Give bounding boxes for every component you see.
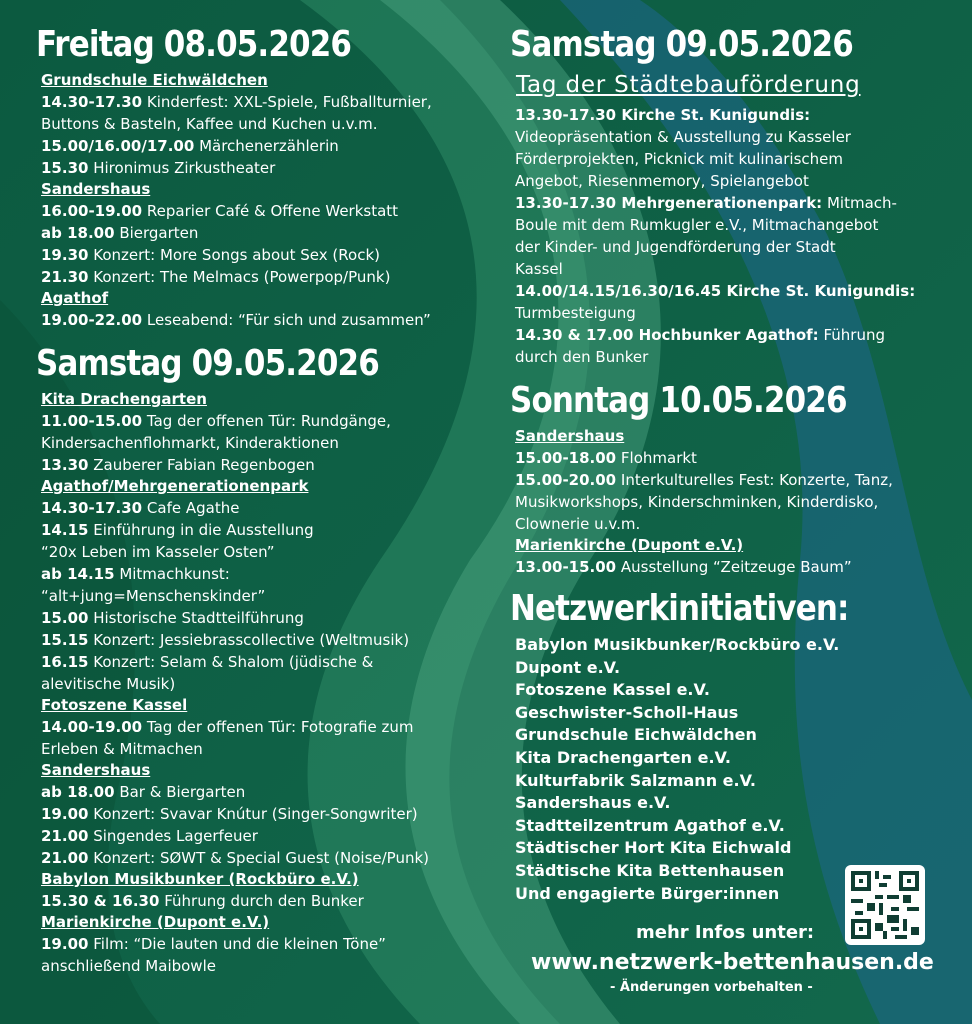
entry-time: 14.15	[41, 521, 89, 539]
entry-text: Kinderfest: XXL-Spiele, Fußballturnier, Buttons & Basteln, Kaffee und Kuchen u.v.m.	[41, 93, 432, 133]
entry-time: ab 18.00	[41, 224, 115, 242]
schedule-entry	[515, 280, 940, 324]
entry-time: 21.00	[41, 849, 89, 867]
website-link[interactable]: www.netzwerk-bettenhausen.de	[531, 950, 934, 975]
schedule-entry	[41, 309, 476, 331]
entry-text: Konzert: More Songs about Sex (Rock)	[93, 246, 380, 264]
entry-time: 14.30-17.30	[41, 93, 143, 111]
entry-time: 15.30	[41, 159, 89, 177]
day-heading: Sonntag 10.05.2026	[510, 380, 847, 421]
qr-code-icon[interactable]	[845, 865, 925, 945]
entry-text: Film: “Die lauten und die kleinen Töne” anschließend Maibowle	[41, 935, 386, 975]
entry-text: Interkulturelles Fest: Konzerte, Tanz, Musikworkshops, Kinderschminken, Kinderdisko, Clownerie u.v.m.	[515, 471, 893, 533]
venue-heading: Marienkirche (Dupont e.V.)	[41, 913, 270, 931]
network-item: Grundschule Eichwäldchen	[515, 725, 757, 745]
venue-heading: Sandershaus	[41, 761, 151, 779]
entry-text: Konzert: SØWT & Special Guest (Noise/Punk)	[93, 849, 430, 867]
entry-time: 14.30-17.30	[41, 499, 143, 517]
entry-text: Bar & Biergarten	[119, 783, 246, 801]
qr-code-icon-graphic	[851, 871, 919, 939]
entry-time: 13.30-17.30 Mehrgenerationenpark:	[515, 194, 823, 212]
schedule-entry	[41, 781, 476, 803]
entry-text: Führung durch den Bunker	[164, 892, 364, 910]
entry-time: 13.30-17.30 Kirche St. Kunigundis:	[515, 106, 811, 124]
entry-time: ab 18.00	[41, 783, 115, 801]
schedule-entry	[41, 454, 476, 476]
entry-text: Mitmachkunst: “alt+jung=Menschenskinder”	[41, 565, 266, 605]
venue-heading: Babylon Musikbunker (Rockbüro e.V.)	[41, 870, 359, 888]
venue-heading: Sandershaus	[41, 180, 151, 198]
schedule-entry	[41, 200, 476, 222]
entry-time: 21.30	[41, 268, 89, 286]
entry-text: Konzert: Svavar Knútur (Singer-Songwriter)	[93, 805, 418, 823]
network-item: Kita Drachengarten e.V.	[515, 747, 731, 767]
entry-text: Flohmarkt	[620, 449, 697, 467]
entry-text: Zauberer Fabian Regenbogen	[93, 456, 315, 474]
schedule-entry	[41, 890, 476, 912]
day-heading: Samstag 09.05.2026	[36, 343, 379, 384]
left-column	[36, 22, 476, 977]
network-item: Städtische Kita Bettenhausen	[515, 860, 785, 880]
schedule-entry	[41, 91, 476, 135]
event-subtitle: Tag der Städtebauförderung	[516, 72, 861, 98]
schedule-entry	[41, 716, 476, 760]
entry-time: 19.30	[41, 246, 89, 264]
network-item: Fotoszene Kassel e.V.	[515, 680, 710, 700]
entry-text: Märchenerzählerin	[199, 137, 339, 155]
schedule-entry	[41, 497, 476, 519]
venue-heading: Fotoszene Kassel	[41, 696, 188, 714]
schedule-entry	[41, 629, 476, 651]
network-item: Dupont e.V.	[515, 657, 621, 677]
venue-heading: Sandershaus	[515, 427, 625, 445]
schedule-entry	[515, 192, 940, 280]
schedule-entry	[41, 135, 476, 157]
entry-time: 15.15	[41, 631, 89, 649]
schedule-entry	[515, 469, 940, 535]
entry-text: Ausstellung “Zeitzeuge Baum”	[620, 558, 852, 576]
schedule-entry	[515, 324, 940, 368]
entry-text: Konzert: Selam & Shalom (jüdische & alevitische Musik)	[41, 653, 374, 693]
entry-time: 21.00	[41, 827, 89, 845]
entry-time: 19.00-22.00	[41, 311, 143, 329]
schedule-entry	[515, 556, 940, 578]
schedule-entry	[41, 825, 476, 847]
network-item: Städtischer Hort Kita Eichwald	[515, 838, 792, 858]
entry-time: 11.00-15.00	[41, 412, 143, 430]
more-info-label: mehr Infos unter:	[636, 922, 815, 943]
day-heading: Samstag 09.05.2026	[510, 24, 853, 65]
venue-heading: Marienkirche (Dupont e.V.)	[515, 536, 744, 554]
network-item: Und engagierte Bürger:innen	[515, 883, 780, 903]
entry-text: Mitmach- Boule mit dem Rumkugler e.V., Mitmachangebot der Kinder- und Jugendförderung der Stadt Kassel	[515, 194, 897, 278]
schedule-entry	[41, 519, 476, 563]
right-column	[510, 22, 940, 905]
venue-heading: Agathof/Mehrgenerationenpark	[41, 477, 309, 495]
venue-heading: Grundschule Eichwäldchen	[41, 71, 268, 89]
schedule-entry	[41, 410, 476, 454]
schedule-entry	[41, 157, 476, 179]
entry-text: Konzert: The Melmacs (Powerpop/Punk)	[93, 268, 391, 286]
entry-time: 13.30	[41, 456, 89, 474]
schedule-entry	[515, 447, 940, 469]
entry-time: ab 14.15	[41, 565, 115, 583]
entry-time: 19.00	[41, 935, 89, 953]
entry-time: 19.00	[41, 805, 89, 823]
entry-time: 15.00	[41, 609, 89, 627]
entry-time: 14.00/14.15/16.30/16.45 Kirche St. Kunigundis:	[515, 282, 916, 300]
entry-time: 16.00-19.00	[41, 202, 143, 220]
network-heading: Netzwerkinitiativen:	[510, 588, 849, 629]
entry-text: Singendes Lagerfeuer	[93, 827, 258, 845]
entry-time: 14.00-19.00	[41, 718, 143, 736]
schedule-entry	[41, 847, 476, 869]
schedule-entry	[41, 222, 476, 244]
entry-text: Tag der offenen Tür: Fotografie zum Erleben & Mitmachen	[41, 718, 414, 758]
schedule-entry	[41, 266, 476, 288]
entry-text: Biergarten	[119, 224, 199, 242]
entry-text: Tag der offenen Tür: Rundgänge, Kindersachenflohmarkt, Kinderaktionen	[41, 412, 391, 452]
entry-time: 15.00-18.00	[515, 449, 617, 467]
changes-note: - Änderungen vorbehalten -	[610, 980, 813, 995]
entry-text: Cafe Agathe	[146, 499, 240, 517]
schedule-entry	[515, 104, 940, 192]
entry-text: Führung durch den Bunker	[515, 326, 885, 366]
network-item: Sandershaus e.V.	[515, 793, 671, 813]
venue-heading: Kita Drachengarten	[41, 390, 207, 408]
schedule-entry	[41, 651, 476, 695]
entry-time: 15.00-20.00	[515, 471, 617, 489]
entry-text: Turmbesteigung	[515, 304, 636, 322]
day-heading: Freitag 08.05.2026	[36, 24, 352, 65]
entry-time: 14.30 & 17.00 Hochbunker Agathof:	[515, 326, 819, 344]
entry-text: Historische Stadtteilführung	[93, 609, 304, 627]
entry-text: Einführung in die Ausstellung “20x Leben im Kasseler Osten”	[41, 521, 314, 561]
schedule-entry	[41, 607, 476, 629]
entry-time: 15.30 & 16.30	[41, 892, 160, 910]
entry-text: Reparier Café & Offene Werkstatt	[146, 202, 399, 220]
schedule-entry	[41, 563, 476, 607]
schedule-entry	[41, 803, 476, 825]
entry-text: Leseabend: “Für sich und zusammen”	[146, 311, 431, 329]
entry-time: 15.00/16.00/17.00	[41, 137, 195, 155]
network-item: Geschwister-Scholl-Haus	[515, 702, 739, 722]
network-item: Babylon Musikbunker/Rockbüro e.V.	[515, 635, 840, 654]
entry-time: 13.00-15.00	[515, 558, 617, 576]
entry-text: Hironimus Zirkustheater	[93, 159, 276, 177]
schedule-entry	[41, 244, 476, 266]
network-item: Stadtteilzentrum Agathof e.V.	[515, 815, 785, 835]
network-item: Kulturfabrik Salzmann e.V.	[515, 770, 756, 790]
entry-time: 16.15	[41, 653, 89, 671]
entry-text: Konzert: Jessiebrasscollective (Weltmusik)	[93, 631, 410, 649]
schedule-entry	[41, 933, 476, 977]
entry-text: Videopräsentation & Ausstellung zu Kasseler Förderprojekten, Picknick mit kulinarischem Angebot, Riesenmemory, Spielangebot	[515, 128, 851, 190]
venue-heading: Agathof	[41, 289, 109, 307]
